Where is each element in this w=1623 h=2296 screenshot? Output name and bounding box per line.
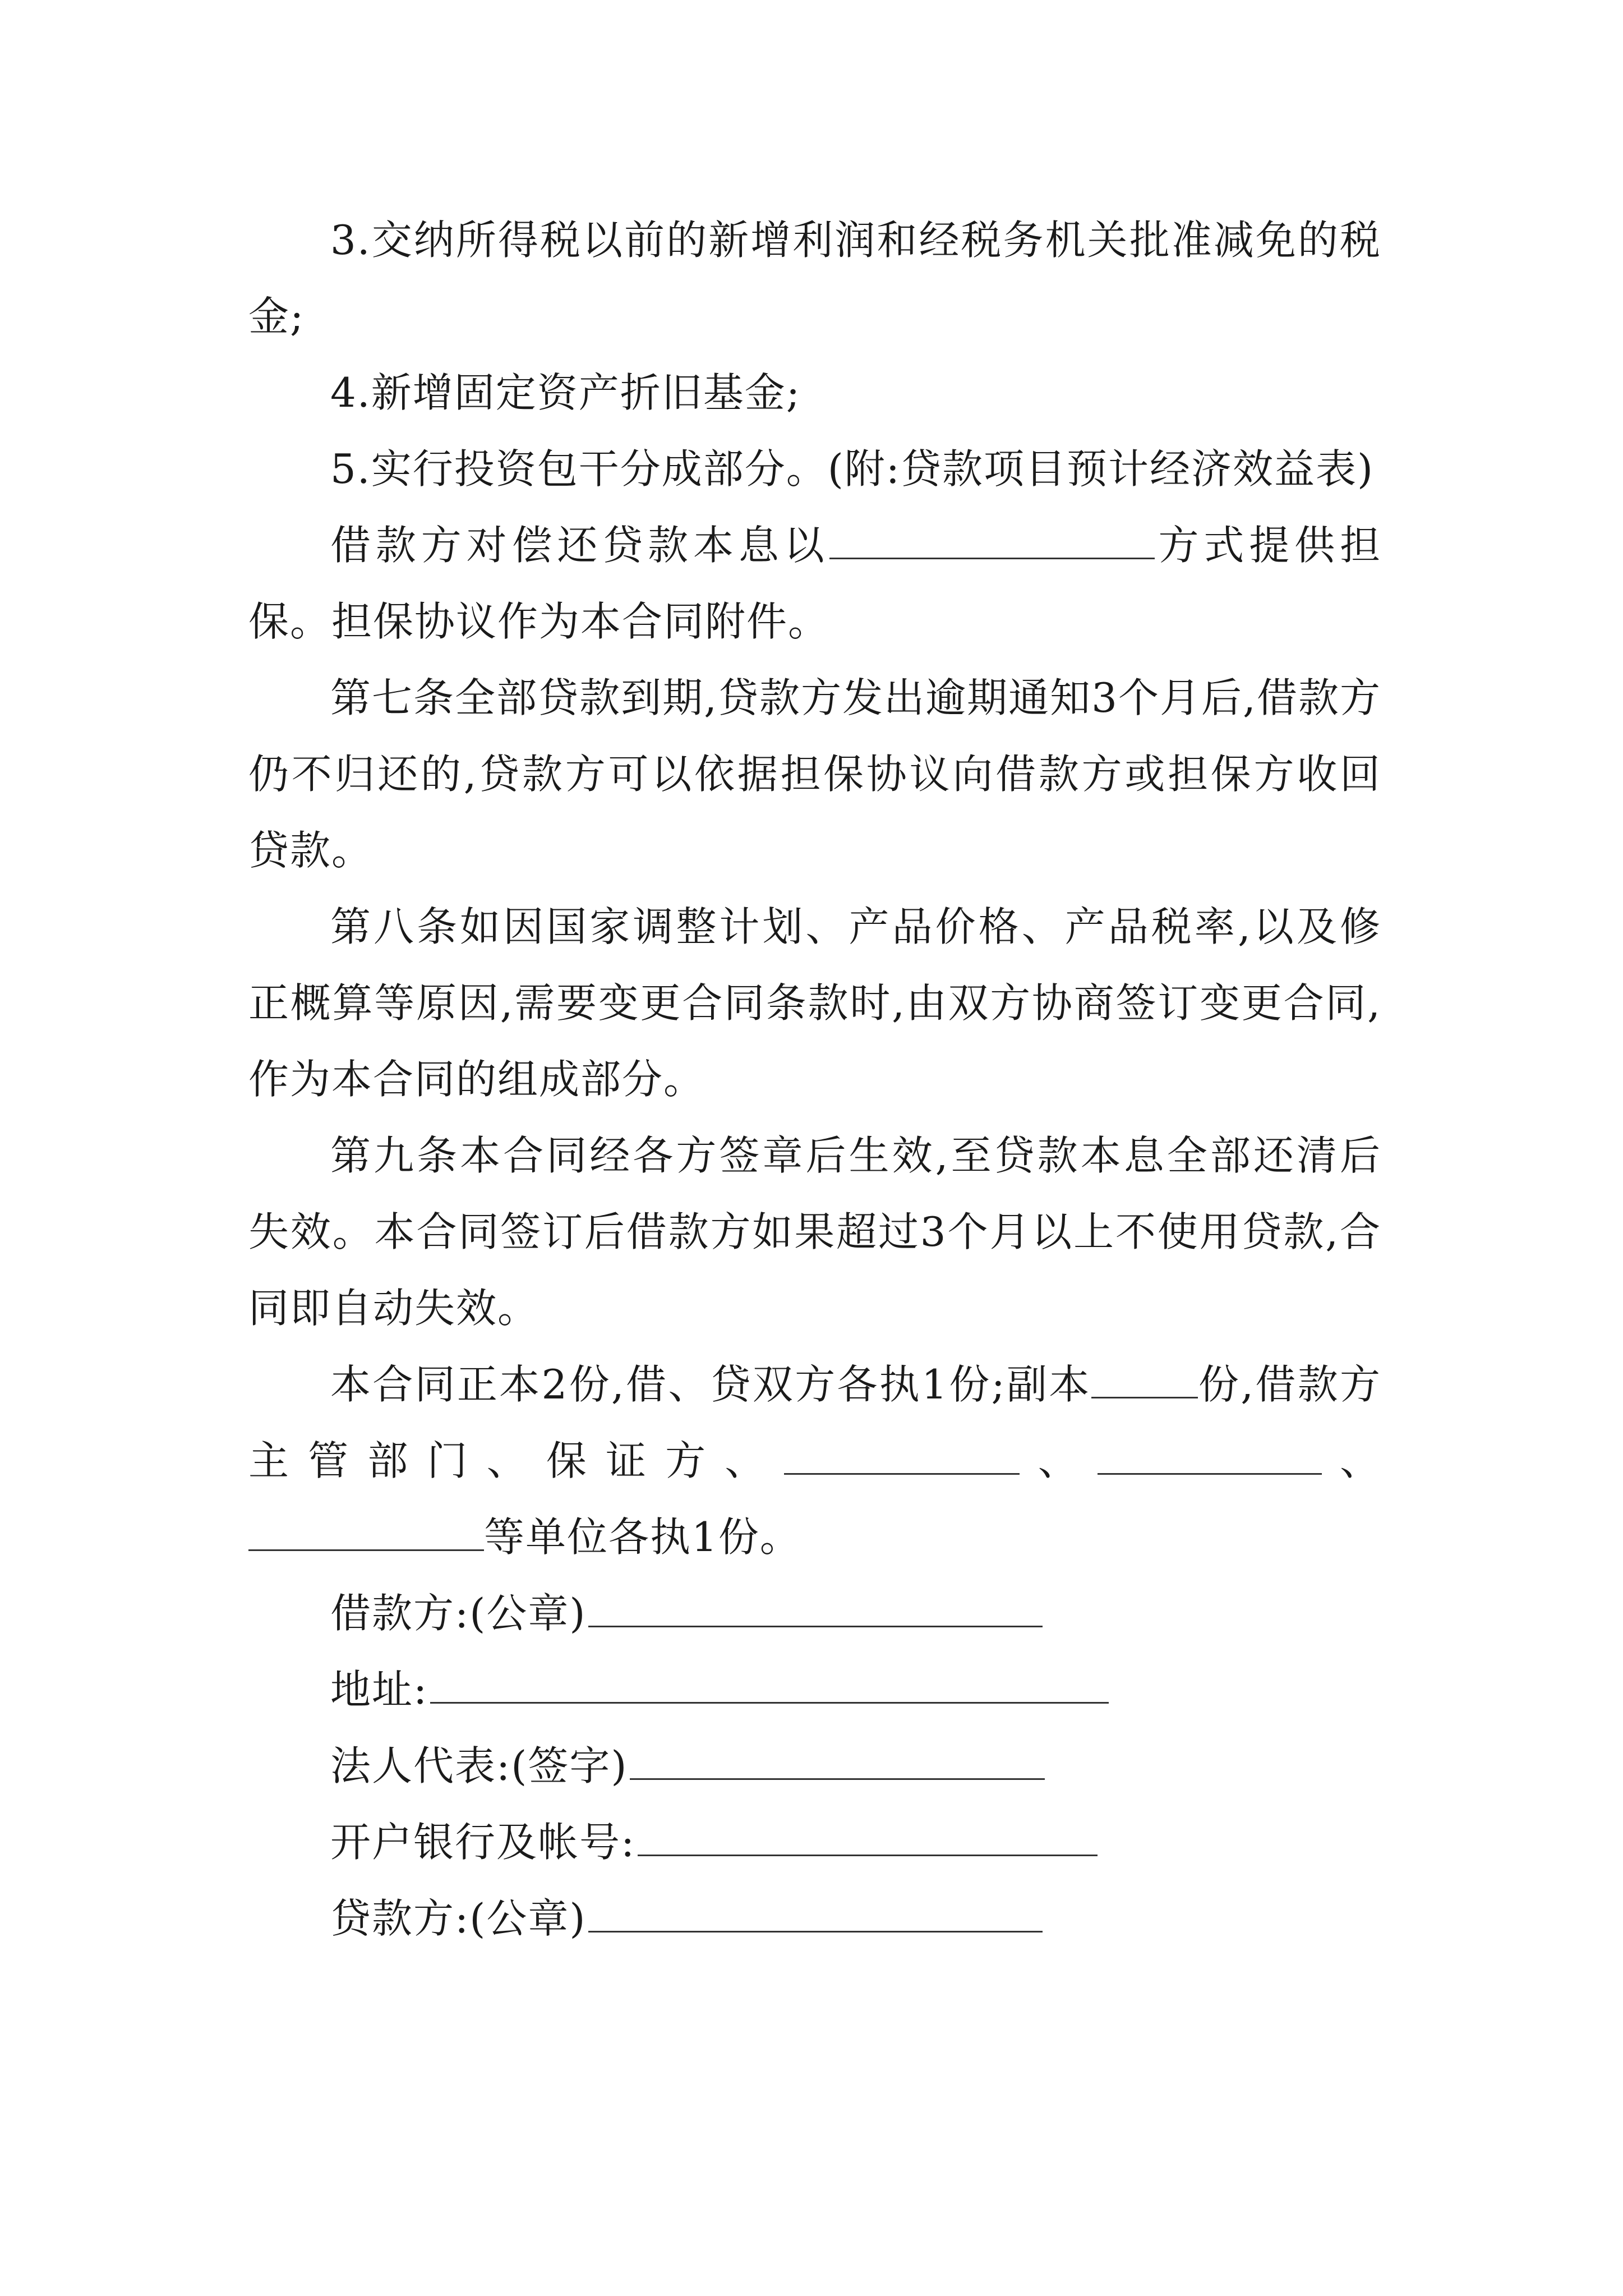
paragraph-new-profit-tax: 3.交纳所得税以前的新增利润和经税务机关批准减免的税金; xyxy=(248,217,1381,340)
signature-lender xyxy=(248,1880,1381,1957)
document-page xyxy=(248,202,1381,1957)
signature-borrower xyxy=(248,1575,1381,1651)
address-label: 地址: xyxy=(330,1666,428,1713)
paragraph-investment-share: 5.实行投资包干分成部分。(附:贷款项目预计经济效益表) xyxy=(330,445,1375,493)
paragraph-guarantee xyxy=(248,507,1381,660)
lender-label: 贷款方:(公章) xyxy=(330,1895,587,1942)
signature-bank-account xyxy=(248,1804,1381,1880)
address-blank[interactable] xyxy=(430,1663,1109,1704)
article-9: 第九条本合同经各方签章后生效,至贷款本息全部还清后失效。本合同签订后借款方如果超过3个月以上不使用贷款,合同即自动失效。 xyxy=(248,1132,1381,1332)
copies-count-blank[interactable] xyxy=(1091,1358,1198,1398)
lender-seal-blank[interactable] xyxy=(588,1892,1043,1932)
article-8: 第八条如因国家调整计划、产品价格、产品税率,以及修正概算等原因,需要变更合同条款时,由双方协商签订变更合同,作为本合同的组成部分。 xyxy=(248,903,1381,1103)
legal-rep-signature-blank[interactable] xyxy=(630,1739,1045,1780)
unit-blank-3[interactable] xyxy=(248,1510,484,1551)
paragraph-depreciation-fund: 4.新增固定资产折旧基金; xyxy=(330,369,801,416)
copies-text-start: 本合同正本2份,借、贷双方各执1份;副本 xyxy=(330,1361,1091,1408)
copies-text-end: 等单位各执1份。 xyxy=(484,1513,801,1561)
unit-blank-2[interactable] xyxy=(1098,1434,1322,1475)
separator-1: 、 xyxy=(1020,1437,1098,1484)
borrower-seal-blank[interactable] xyxy=(588,1586,1043,1627)
bank-account-blank[interactable] xyxy=(638,1815,1098,1856)
guarantee-method-blank[interactable] xyxy=(829,518,1155,559)
signature-legal-rep xyxy=(248,1728,1381,1804)
signature-address xyxy=(248,1651,1381,1728)
separator-2: 、 xyxy=(1321,1437,1381,1484)
article-7: 第七条全部贷款到期,贷款方发出逾期通知3个月后,借款方仍不归还的,贷款方可以依据担保协议向借款方或担保方收回贷款。 xyxy=(248,674,1381,874)
unit-blank-1[interactable] xyxy=(784,1434,1020,1475)
guarantee-text-end: 方式提供担保。担保协议作为本合同附件。 xyxy=(248,522,1381,645)
guarantee-text-start: 借款方对偿还贷款本息以 xyxy=(330,522,829,569)
bank-account-label: 开户银行及帐号: xyxy=(330,1819,636,1866)
paragraph-copies xyxy=(248,1346,1381,1575)
copies-text-mid: 份,借款方主管部门、保证方、 xyxy=(248,1361,1381,1484)
borrower-label: 借款方:(公章) xyxy=(330,1590,587,1637)
legal-rep-label: 法人代表:(签字) xyxy=(330,1742,628,1789)
